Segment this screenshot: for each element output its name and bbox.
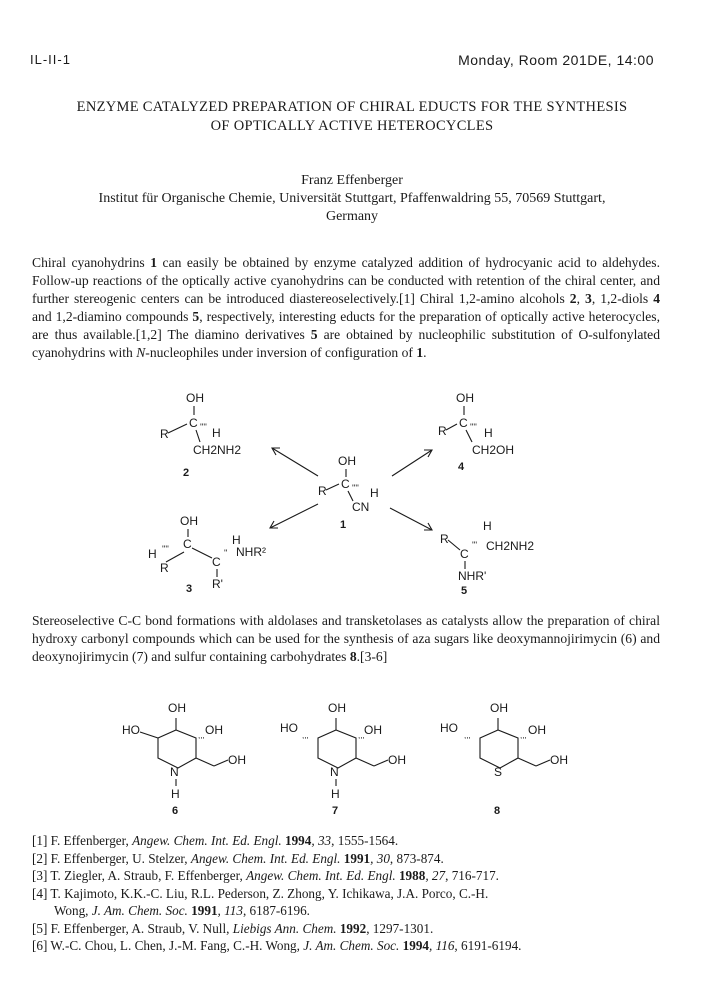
reference-2 <box>32 850 692 868</box>
text-run: are obtained by nucleophilic substitution of O-sulfonylated cyanohydrins with <box>32 327 661 360</box>
text-run: and 1,2-diamino compounds <box>32 309 193 324</box>
c8-oh-top: OH <box>490 701 508 715</box>
c8-label: 8 <box>494 805 501 817</box>
compound-5 <box>440 519 534 597</box>
c5-hash-bond: ''' <box>472 540 478 550</box>
c6-wedge-side <box>196 758 214 766</box>
c7-wedge-side <box>356 758 374 766</box>
c5-bond-r <box>448 540 460 550</box>
c7-bond-side <box>374 760 388 766</box>
c1-substituent: CN <box>352 500 370 514</box>
text-run: , respectively, interesting educts for the preparation of optically active heterocycles, are thus available.[1,2] The diamino derivatives <box>32 309 660 342</box>
c8-oh-right: OH <box>528 723 546 737</box>
compound-7 <box>280 701 406 817</box>
c3-carbon-2: C <box>212 555 221 569</box>
c5-h: H <box>483 519 492 533</box>
c1-label: 1 <box>340 519 347 531</box>
ref-volume: , 27 <box>425 868 446 883</box>
arrow-to-5 <box>390 508 432 530</box>
reference-3 <box>32 867 692 885</box>
compound-ref: 4 <box>653 291 661 306</box>
compound-ref: 1 <box>416 345 424 360</box>
compound-ref: 8 <box>349 649 357 664</box>
c3-r2: R' <box>212 577 223 591</box>
c4-hash-bond: '''' <box>470 422 477 432</box>
ref-authors: [2] F. Effenberger, U. Stelzer, <box>32 850 191 866</box>
title-line-2: OF OPTICALLY ACTIVE HETEROCYCLES <box>210 118 494 134</box>
c1-r: R <box>318 484 327 498</box>
c7-hash-right: ,,, <box>358 731 365 740</box>
ref-journal: J. Am. Chem. Soc. <box>303 938 400 953</box>
ref-journal: Angew. Chem. Int. Ed. Engl. <box>190 850 341 866</box>
text-run: , <box>576 291 586 306</box>
affiliation-line-2: Germany <box>325 209 379 224</box>
text-run: Chiral cyanohydrins <box>32 255 151 270</box>
c5-r: R <box>440 532 449 546</box>
c3-carbon-1: C <box>183 537 192 551</box>
ref-pages: , 716-717. <box>445 868 499 883</box>
reference-4-line-1: [4] T. Kajimoto, K.K.-C. Liu, R.L. Pederson, Z. Zhong, Y. Ichikawa, J.A. Porco, C.-H. <box>32 885 489 901</box>
session-time: Monday, Room 201DE, 14:00 <box>458 52 654 68</box>
arrowhead-4 <box>424 450 432 457</box>
ref-year: 1991 <box>187 903 218 918</box>
affiliation-line-1: Institut für Organische Chemie, Universität Stuttgart, Pfaffenwaldring 55, 70569 Stuttgart, <box>98 191 606 206</box>
ref-volume: , 113 <box>217 903 243 918</box>
ref-journal: Angew. Chem. Int. Ed. Engl. <box>246 868 396 883</box>
c8-oh-side: OH <box>550 753 568 767</box>
compound-8 <box>440 701 568 817</box>
italic-n: N <box>136 345 146 360</box>
c3-hash-bond-1: '''' <box>162 544 169 554</box>
compound-ref: 5 <box>310 327 318 342</box>
c7-oh-top: OH <box>328 701 346 715</box>
c1-carbon: C <box>341 477 350 491</box>
ref-year: 1991 <box>340 850 371 866</box>
c3-label: 3 <box>186 583 193 595</box>
ref-year: 1994 <box>399 938 430 953</box>
abstract-paragraph-1 <box>32 254 660 362</box>
c6-oh-top: OH <box>168 701 186 715</box>
c4-r: R <box>438 424 447 438</box>
compound-ref: 3 <box>585 291 592 306</box>
c6-h: H <box>171 787 180 801</box>
c5-label: 5 <box>461 585 468 597</box>
c7-h: H <box>331 787 340 801</box>
arrow-to-4 <box>392 450 432 476</box>
c3-r1: R <box>160 561 169 575</box>
c8-bond-side <box>536 760 550 766</box>
c4-oh: OH <box>456 391 474 405</box>
c2-label: 2 <box>183 467 190 479</box>
c8-wedge-side <box>518 758 536 766</box>
paper-title <box>20 98 684 136</box>
ref-authors: [3] T. Ziegler, A. Straub, F. Effenberger, <box>32 868 247 883</box>
text-run: . <box>423 345 427 360</box>
reference-4-line-2 <box>32 902 692 920</box>
arrow-to-3 <box>270 504 318 528</box>
compound-1 <box>318 454 379 531</box>
ref-authors: [6] W.-C. Chou, L. Chen, J.-M. Fang, C.-H. Wong, <box>32 938 304 953</box>
c6-nitrogen: N <box>170 765 179 779</box>
c4-label: 4 <box>458 461 465 473</box>
reference-6 <box>32 937 692 955</box>
ref-year: 1988 <box>395 868 426 883</box>
c2-hash-bond: '''' <box>200 422 207 432</box>
c8-ho-left: HO <box>440 721 458 735</box>
c4-bond-r <box>446 424 457 430</box>
c5-nhr: NHR' <box>458 569 487 583</box>
c6-oh-right: OH <box>205 723 223 737</box>
ref-journal: Angew. Chem. Int. Ed. Engl. <box>132 833 282 848</box>
c5-substituent: CH2NH2 <box>486 539 535 553</box>
c2-substituent: CH2NH2 <box>193 443 242 457</box>
c3-nhr: NHR² <box>236 545 266 559</box>
c3-bond-cc <box>192 548 212 558</box>
compound-2 <box>160 391 241 479</box>
ref-authors: Wong, <box>54 903 92 918</box>
ref-volume: , 116 <box>429 938 455 953</box>
ref-pages: , 1297-1301. <box>366 920 434 936</box>
c6-bond-side <box>214 760 228 766</box>
c7-oh-right: OH <box>364 723 382 737</box>
c6-ho-left: HO <box>122 723 140 737</box>
ref-pages: , 1555-1564. <box>331 833 399 848</box>
ref-pages: , 6187-6196. <box>242 903 310 918</box>
c7-nitrogen: N <box>330 765 339 779</box>
author-name: Franz Effenberger <box>301 173 403 188</box>
c3-oh: OH <box>180 514 198 528</box>
ref-year: 1994 <box>281 833 312 848</box>
c2-r: R <box>160 427 169 441</box>
ref-volume: , 30 <box>370 850 390 866</box>
c7-hash-left: ,,, <box>302 731 309 740</box>
arrow-to-2 <box>272 448 318 476</box>
c6-oh-side: OH <box>228 753 246 767</box>
c2-carbon: C <box>189 416 198 430</box>
c6-hash-right: ,,, <box>198 731 205 740</box>
title-line-1: ENZYME CATALYZED PREPARATION OF CHIRAL EDUCTS FOR THE SYNTHESIS <box>76 99 628 115</box>
c1-bond-r <box>326 484 339 490</box>
reference-5 <box>32 920 692 938</box>
c3-h2: H <box>232 533 241 547</box>
scheme-aza-sugars <box>0 696 704 822</box>
text-run: .[3-6] <box>356 649 388 664</box>
c8-hash-left: ,,, <box>464 731 471 740</box>
ref-pages: , 6191-6194. <box>454 938 522 953</box>
ref-authors: [1] F. Effenberger, <box>32 833 133 848</box>
compound-6 <box>122 701 246 817</box>
text-run: can easily be obtained by enzyme catalyzed addition of hydrocyanic acid to aldehydes. Follow-up reactions of the optically active cyanohydrins can be conducted with retention of the chiral center, and further stereogenic centers can be introduced diastereoselectively.[1] Chiral 1,2-amino alcohols <box>32 255 660 306</box>
c1-oh: OH <box>338 454 356 468</box>
ref-journal: Liebigs Ann. Chem. <box>232 920 337 936</box>
compound-4 <box>438 391 514 473</box>
c8-hash-right: ,,, <box>520 731 527 740</box>
c5-carbon: C <box>460 547 469 561</box>
ref-journal: J. Am. Chem. Soc. <box>91 903 188 918</box>
ref-year: 1992 <box>336 920 367 936</box>
compound-3 <box>148 514 266 595</box>
c8-ring <box>480 730 518 768</box>
c2-oh: OH <box>186 391 204 405</box>
scheme-cyanohydrin-reactions <box>0 380 704 600</box>
c7-ho-left: HO <box>280 721 298 735</box>
reference-1 <box>32 832 692 850</box>
c6-label: 6 <box>172 805 179 817</box>
c7-oh-side: OH <box>388 753 406 767</box>
ref-authors: [5] F. Effenberger, A. Straub, V. Null, <box>32 920 233 936</box>
c1-h: H <box>370 486 379 500</box>
session-code: IL-II-1 <box>30 52 71 67</box>
compound-ref: 2 <box>569 291 577 306</box>
c6-wedge-left <box>140 732 158 738</box>
c3-hash-bond-2: '' <box>224 548 228 558</box>
compound-ref: 1 <box>150 255 158 270</box>
c1-hash-bond: '''' <box>352 483 359 493</box>
c7-label: 7 <box>332 805 339 817</box>
c4-substituent: CH2OH <box>472 443 515 457</box>
abstract-paragraph-2 <box>32 612 660 666</box>
c4-carbon: C <box>459 416 468 430</box>
c6-ring <box>158 730 196 768</box>
c3-h1: H <box>148 547 157 561</box>
c2-h: H <box>212 426 221 440</box>
c2-bond-r <box>168 424 187 433</box>
c7-ring <box>318 730 356 768</box>
references-list <box>32 832 692 955</box>
ref-pages: , 873-874. <box>389 850 444 866</box>
compound-ref: 5 <box>192 309 200 324</box>
c8-sulfur: S <box>494 765 503 779</box>
text-run: Stereoselective C-C bond formations with aldolases and transketolases as catalysts allow the preparation of chiral hydroxy carbonyl compounds which can be used for the synthesis of aza sugars like deoxymannojirimycin (6) and deoxynojirimycin (7) and sulfur containing carbohydrates <box>32 613 660 664</box>
text-run: -nucleophiles under inversion of configuration of <box>145 345 417 360</box>
text-run: , 1,2-diols <box>591 291 654 306</box>
c4-h: H <box>484 426 493 440</box>
author-block <box>20 172 684 226</box>
ref-volume: , 33 <box>311 833 332 848</box>
